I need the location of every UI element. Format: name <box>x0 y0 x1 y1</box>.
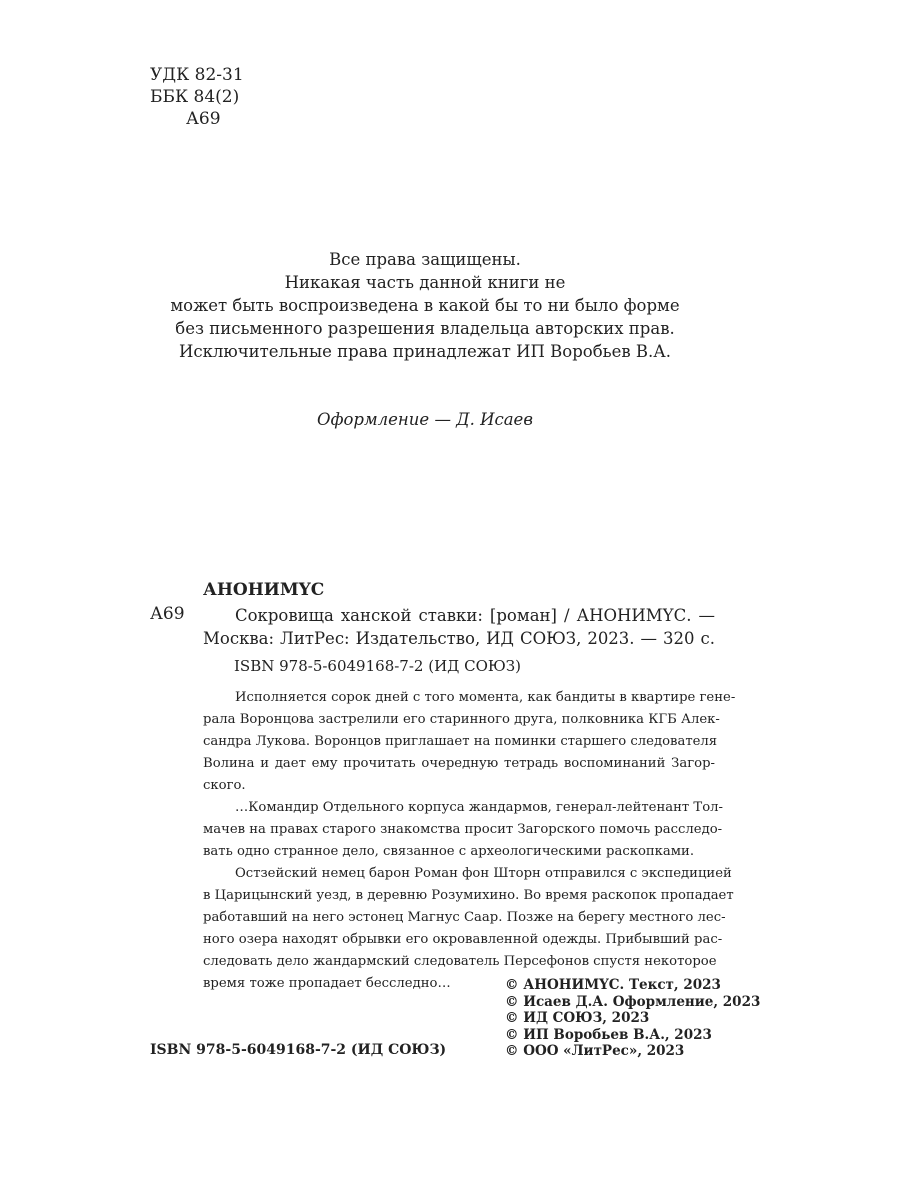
copyright-line: © ООО «ЛитРес», 2023 <box>505 1043 685 1059</box>
catalog-author: АНОНИМYС <box>203 580 325 600</box>
isbn-footer: ISBN 978-5-6049168-7-2 (ИД СОЮЗ) <box>150 1042 447 1058</box>
annotation-line: ского. <box>203 778 246 793</box>
rights-line: Все права защищены. <box>329 250 521 269</box>
author-mark: А69 <box>186 109 221 129</box>
catalog-isbn: ISBN 978-5-6049168-7-2 (ИД СОЮЗ) <box>234 657 521 675</box>
annotation-line: рала Воронцова застрелили его старинного друга, полковника КГБ Алек- <box>203 712 720 727</box>
annotation-line: Волина и дает ему прочитать очередную тетрадь воспоминаний Загор- <box>203 756 715 771</box>
annotation-line: мачев на правах старого знакомства просит Загорского помочь расследо- <box>203 822 723 837</box>
copyright-line: © АНОНИМYС. Текст, 2023 <box>505 977 721 993</box>
rights-line: может быть воспроизведена в какой бы то ни было форме <box>170 296 680 315</box>
copyright-line: © Исаев Д.А. Оформление, 2023 <box>505 993 761 1010</box>
rights-notice <box>150 248 700 363</box>
rights-line: без письменного разрешения владельца авторских прав. <box>175 319 675 338</box>
annotation-line: ного озера находят обрывки его окровавленной одежды. Прибывший рас- <box>203 932 723 947</box>
design-credit: Оформление — Д. Исаев <box>317 410 533 429</box>
annotation-line: время тоже пропадает бесследно… <box>203 976 451 991</box>
annotation-line: сандра Лукова. Воронцов приглашает на поминки старшего следователя <box>203 734 718 749</box>
copyright-line: © ИП Воробьев В.А., 2023 <box>505 1026 712 1043</box>
catalog-line: Сокровища ханской ставки: [роман] / АНОНИМYС. — <box>235 606 715 625</box>
copyright-list <box>505 977 760 1060</box>
catalog-description <box>203 604 715 650</box>
bbk-code: ББК 84(2) <box>150 87 240 107</box>
annotation-line: работавший на него эстонец Магнус Саар. Позже на берегу местного лес- <box>203 910 726 925</box>
annotation-line: следовать дело жандармский следователь Персефонов спустя некоторое <box>203 954 717 969</box>
classification-block <box>150 64 244 130</box>
annotation-line: Остзейский немец барон Роман фон Шторн отправился с экспедицией <box>235 866 732 881</box>
annotation-line: вать одно странное дело, связанное с археологическими раскопками. <box>203 844 695 859</box>
udk-code: УДК 82-31 <box>150 65 244 85</box>
copyright-line: © ИД СОЮЗ, 2023 <box>505 1010 650 1026</box>
rights-line: Никакая часть данной книги не <box>284 273 566 292</box>
rights-line: Исключительные права принадлежат ИП Воробьев В.А. <box>178 342 672 361</box>
annotation-line: в Царицынский уезд, в деревню Розумихино. Во время раскопок пропадает <box>203 888 734 903</box>
catalog-line: Москва: ЛитРес: Издательство, ИД СОЮЗ, 2023. — 320 с. <box>203 629 715 648</box>
annotation <box>203 687 736 995</box>
catalog-code: А69 <box>150 604 185 624</box>
annotation-line: …Командир Отдельного корпуса жандармов, генерал-лейтенант Тол- <box>235 800 723 815</box>
annotation-line: Исполняется сорок дней с того момента, как бандиты в квартире гене- <box>235 690 736 705</box>
